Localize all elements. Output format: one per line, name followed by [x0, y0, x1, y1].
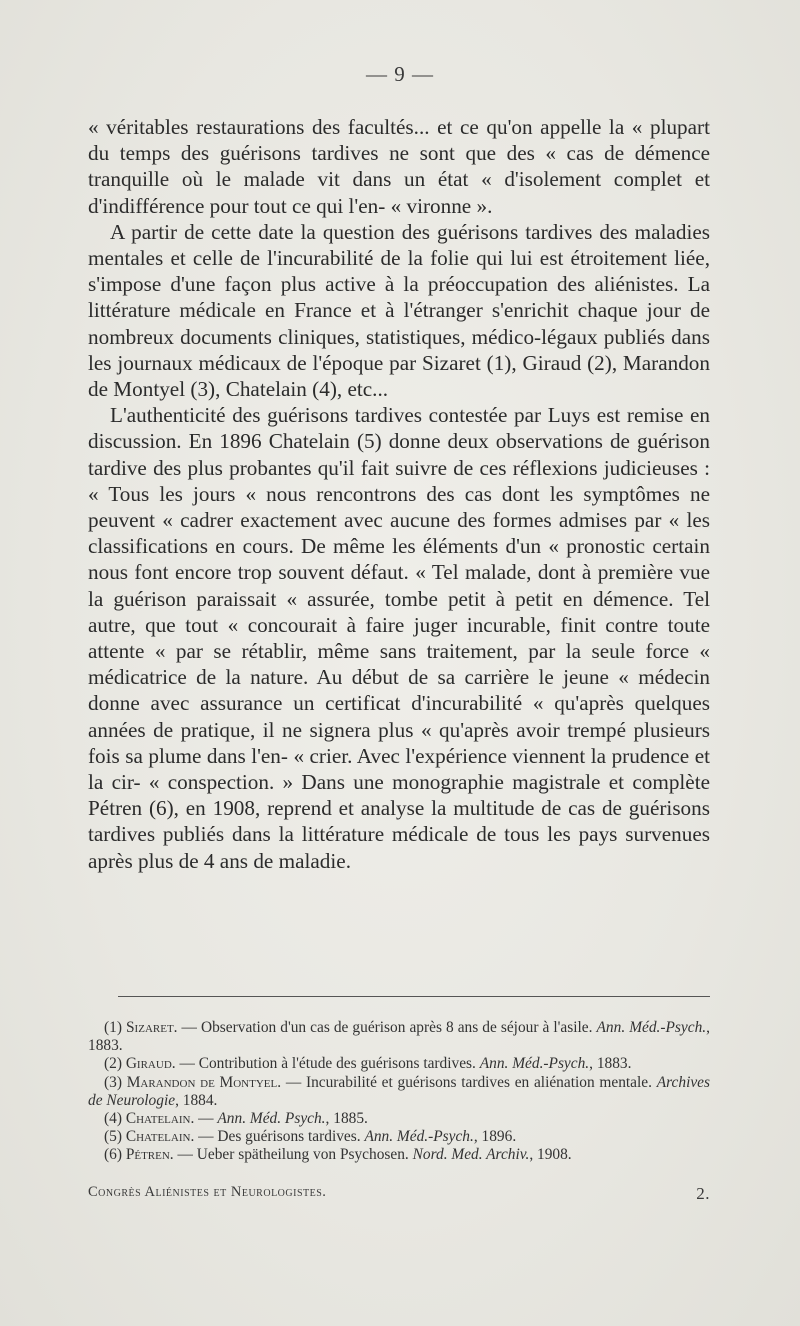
footnote-source: Archives de Neurologie: [88, 1073, 710, 1109]
footnote-5: (5) Chatelain. — Des guérisons tardives. Ann. Méd.-Psych., 1896.: [104, 1128, 517, 1146]
footnote-divider: [118, 996, 710, 997]
footnote-source: Ann. Méd.-Psych.: [596, 1019, 707, 1036]
footnotes: [88, 1019, 710, 1165]
footnote-4: (4) Chatelain. — Ann. Méd. Psych., 1885.: [104, 1110, 368, 1128]
footnote-author: Pétren.: [125, 1146, 174, 1164]
footnote-author: Marandon de Montyel.: [126, 1073, 282, 1091]
signature-sheet-number: 2.: [696, 1184, 710, 1203]
footnote-author: Chatelain.: [125, 1110, 195, 1128]
signature-text: Congrès Aliénistes et Neurologistes.: [88, 1184, 327, 1200]
footnote-author: Chatelain.: [125, 1128, 195, 1146]
paragraph-quote-continuation: « véritables restaurations des facultés... et ce qu'on appelle la « plupart du temps des guérisons tardives ne sont que des « cas de démence tranquille où le malade vit dans un état « d'isolement complet et d'indifférence pour tout ce qui l'en- « vironne ».: [88, 115, 710, 218]
footnote-1: (1) Sizaret. — Observation d'un cas de guérison après 8 ans de séjour à l'asile. Ann. Méd.-Psych., 1883.: [88, 1019, 710, 1055]
footnote-source: Ann. Méd.-Psych.: [479, 1055, 590, 1073]
footnote-source: Ann. Méd.-Psych.: [364, 1128, 474, 1146]
body-text: [88, 114, 710, 874]
footnote-3: (3) Marandon de Montyel. — Incurabilité et guérisons tardives en aliénation mentale. Archives de Neurologie, 1884.: [88, 1073, 710, 1109]
paragraph-history: A partir de cette date la question des guérisons tardives des maladies mentales et celle de l'incurabilité de la folie qui lui est étroitement liée, s'impose d'une façon plus active à la préoccupation des aliénistes. La littérature médicale en France et à l'étranger s'enrichit chaque jour de nombreux documents cliniques, statistiques, médico-légaux publiés dans les journaux médicaux de l'époque par Sizaret (1), Giraud (2), Marandon de Montyel (3), Chatelain (4), etc...: [88, 219, 710, 402]
printer-signature: [88, 1184, 710, 1201]
paragraph-authenticity: L'authenticité des guérisons tardives contestée par Luys est remise en discussion. En 1896 Chatelain (5) donne deux observations de guérison tardive des plus probantes qu'il fait suivre de ces réflexions judicieuses : « Tous les jours « nous rencontrons des cas dont les symptômes ne peuvent « cadrer exactement avec aucune des formes admises par « les classifications en cours. De même les éléments d'un « pronostic certain nous font encore trop souvent défaut. « Tel malade, dont à première vue la guérison paraissait « assurée, tombe petit à petit en démence. Tel autre, que tout « concourait à faire juger incurable, finit contre toute attente « par se rétablir, même sans traitement, par la seule force « médicatrice de la nature. Au début de sa carrière le jeune « médecin donne avec assurance un certificat d'incurabilité « qu'après quelques années de pratique, il ne signera plus « qu'après avoir trempé plusieurs fois sa plume dans l'en- « crier. Avec l'expérience viennent la prudence et la cir- « conspection. » Dans une monographie magistrale et complète Pétren (6), en 1908, reprend et analyse la multitude de cas de guérisons tardives publiés dans la littérature médicale de tous les pays survenues après plus de 4 ans de maladie.: [88, 403, 710, 873]
page-number: — 9 —: [366, 62, 434, 86]
footnote-author: Giraud.: [125, 1055, 176, 1073]
footnote-6: (6) Pétren. — Ueber spätheilung von Psychosen. Nord. Med. Archiv., 1908.: [104, 1146, 572, 1164]
footnote-source: Nord. Med. Archiv.: [412, 1146, 530, 1164]
footnote-source: Ann. Méd. Psych.: [217, 1110, 326, 1128]
footnote-author: Sizaret.: [126, 1019, 178, 1036]
footnote-2: (2) Giraud. — Contribution à l'étude des guérisons tardives. Ann. Méd.-Psych., 1883.: [104, 1055, 632, 1073]
